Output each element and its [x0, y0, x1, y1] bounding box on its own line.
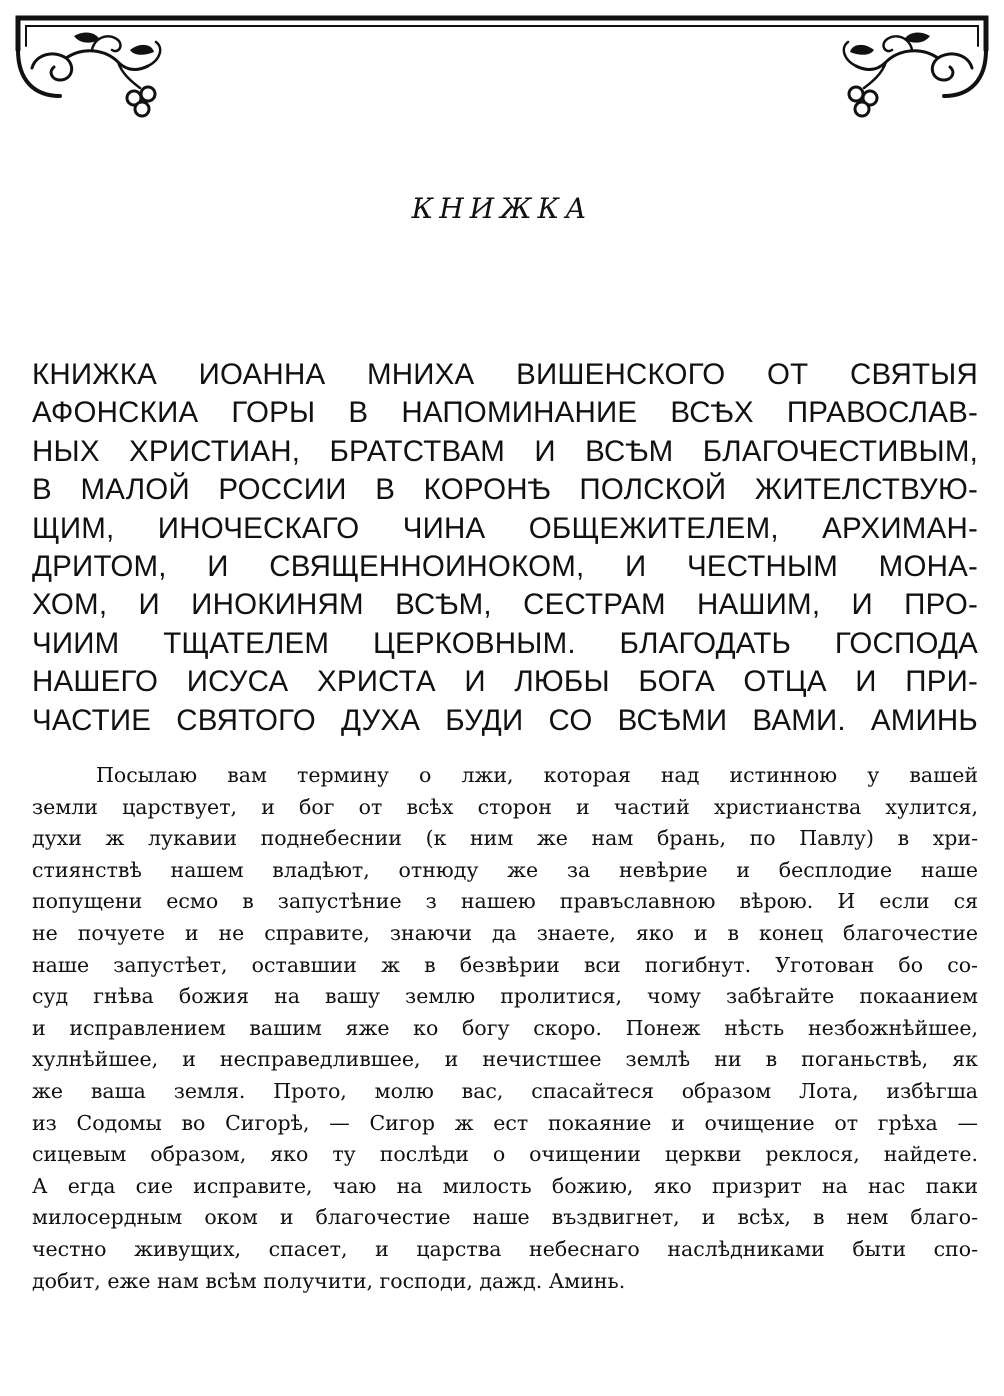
ornamental-header [14, 10, 990, 120]
body-line: А егда сие исправите, чаю на милость божию, яко призрит на нас паки [32, 1173, 978, 1198]
body-line: попущени есмо в запустѣние з нашею правъславною вѣрою. И если ся [32, 889, 978, 914]
ornament-vine-icon [14, 10, 990, 120]
heading-line: НАШЕГО ИСУСА ХРИСТА И ЛЮБЫ БОГА ОТЦА И ПРИ- [32, 665, 978, 699]
chapter-heading [32, 356, 978, 740]
heading-line: АФОНСКИА ГОРЫ В НАПОМИНАНИЕ ВСѢХ ПРАВОСЛАВ- [32, 396, 978, 430]
body-line: из Содомы во Сигорѣ, — Сигор ж ест покаяние и очищение от грѣха — [32, 1110, 978, 1135]
body-line: сицевым образом, яко ту послѣди о очищении церкви реклося, найдете. [32, 1142, 978, 1167]
section-title: КНИЖКА [411, 192, 593, 225]
heading-line: НЫХ ХРИСТИАН, БРАТСТВАМ И ВСѢМ БЛАГОЧЕСТИВЫМ, [32, 434, 978, 468]
body-line: духи ж лукавии поднебеснии (к ним же нам брань, по Павлу) в хри- [32, 826, 978, 851]
body-line: не почуете и не справите, знаючи да знаете, яко и в конец благочестие [32, 920, 978, 945]
body-line: добит, еже нам всѣм получити, господи, дажд. Аминь. [32, 1268, 626, 1293]
body-line: честно живущих, спасет, и царства небеснаго наслѣдниками быти спо- [32, 1236, 978, 1261]
body-line: суд гнѣва божия на вашу землю пролитися, чому забѣгайте покаанием [32, 984, 978, 1009]
heading-line: ЧАСТИЕ СВЯТОГО ДУХА БУДИ СО ВСѢМИ ВАМИ. АМИНЬ [32, 703, 978, 737]
heading-line: ДРИТОМ, И СВЯЩЕННОИНОКОМ, И ЧЕСТНЫМ МОНА- [32, 550, 978, 584]
body-line: милосердным оком и благочестие наше въздвигнет, и всѣх, в нем благо- [32, 1205, 978, 1230]
body-line: наше запустѣет, оставшии ж в безвѣрии вси погибнут. Уготован бо со- [32, 952, 978, 977]
body-line: земли царствует, и бог от всѣх сторон и частий христианства хулится, [32, 794, 978, 819]
body-line: же ваша земля. Прото, молю вас, спасайтеся образом Лота, избѣгша [32, 1078, 978, 1103]
heading-line: ЧИИМ ТЩАТЕЛЕМ ЦЕРКОВНЫМ. БЛАГОДАТЬ ГОСПОДА [32, 626, 978, 660]
body-line: стиянствѣ нашем владѣют, отнюду же за невѣрие и бесплодие наше [32, 857, 978, 882]
heading-line: В МАЛОЙ РОССИИ В КОРОНѢ ПОЛСКОЙ ЖИТЕЛСТВУЮ- [32, 473, 978, 507]
body-line: и исправлением вашим яже ко богу скоро. Понеж нѣсть незбожнѣйшее, [32, 1015, 978, 1040]
heading-line: ХОМ, И ИНОКИНЯМ ВСѢМ, СЕСТРАМ НАШИМ, И ПРО- [32, 588, 978, 622]
body-line: Посылаю вам термину о лжи, которая над истинною у вашей [96, 763, 978, 787]
body-paragraph [32, 760, 978, 1297]
heading-line: КНИЖКА ИОАННА МНИХА ВИШЕНСКОГО ОТ СВЯТЫЯ [32, 358, 978, 391]
body-line: хулнѣйшее, и несправедлившее, и нечистшее землѣ ни в поганьствѣ, як [32, 1047, 978, 1072]
heading-line: ЩИМ, ИНОЧЕСКАГО ЧИНА ОБЩЕЖИТЕЛЕМ, АРХИМАН- [32, 511, 978, 545]
